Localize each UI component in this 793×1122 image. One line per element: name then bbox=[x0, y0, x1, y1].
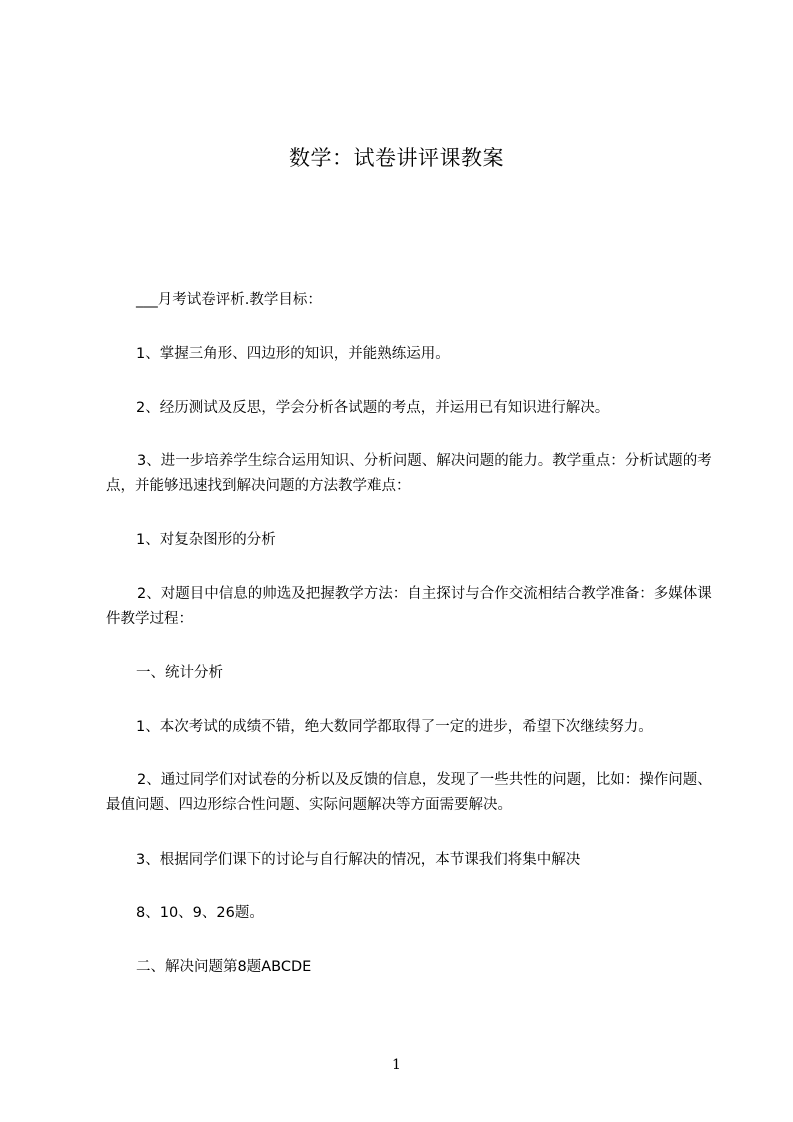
paragraph-question-list: 8、10、9、26题。 bbox=[136, 905, 264, 921]
section-heading-solve-problems: 二、解决问题第8题ABCDE bbox=[136, 959, 312, 975]
document-title: 数学：试卷讲评课教案 bbox=[289, 146, 504, 170]
paragraph-objective-1: 1、掌握三角形、四边形的知识，并能熟练运用。 bbox=[136, 346, 450, 362]
page-number: 1 bbox=[392, 1057, 401, 1073]
paragraph-objective-3: 3、进一步培养学生综合运用知识、分析问题、解决问题的能力。教学重点：分析试题的考点，并能够迅速找到解决问题的方法教学难点： bbox=[106, 453, 712, 494]
paragraph-difficulty-2: 2、对题目中信息的帅选及把握教学方法：自主探讨与合作交流相结合教学准备：多媒体课件教学过程： bbox=[106, 586, 712, 627]
paragraph-statistics-2: 2、通过同学们对试卷的分析以及反馈的信息，发现了一些共性的问题，比如：操作问题、最值问题、四边形综合性问题、实际问题解决等方面需要解决。 bbox=[106, 772, 712, 813]
paragraph-objective-2: 2、经历测试及反思，学会分析各试题的考点，并运用已有知识进行解决。 bbox=[136, 400, 610, 416]
paragraph-statistics-3: 3、根据同学们课下的讨论与自行解决的情况，本节课我们将集中解决 bbox=[136, 852, 581, 868]
paragraph-difficulty-1: 1、对复杂图形的分析 bbox=[136, 532, 276, 548]
paragraph-exam-objectives: ___月考试卷评析.教学目标： bbox=[136, 292, 322, 308]
paragraph-statistics-1: 1、本次考试的成绩不错，绝大数同学都取得了一定的进步，希望下次继续努力。 bbox=[136, 719, 653, 735]
section-heading-statistics: 一、统计分析 bbox=[136, 665, 223, 681]
